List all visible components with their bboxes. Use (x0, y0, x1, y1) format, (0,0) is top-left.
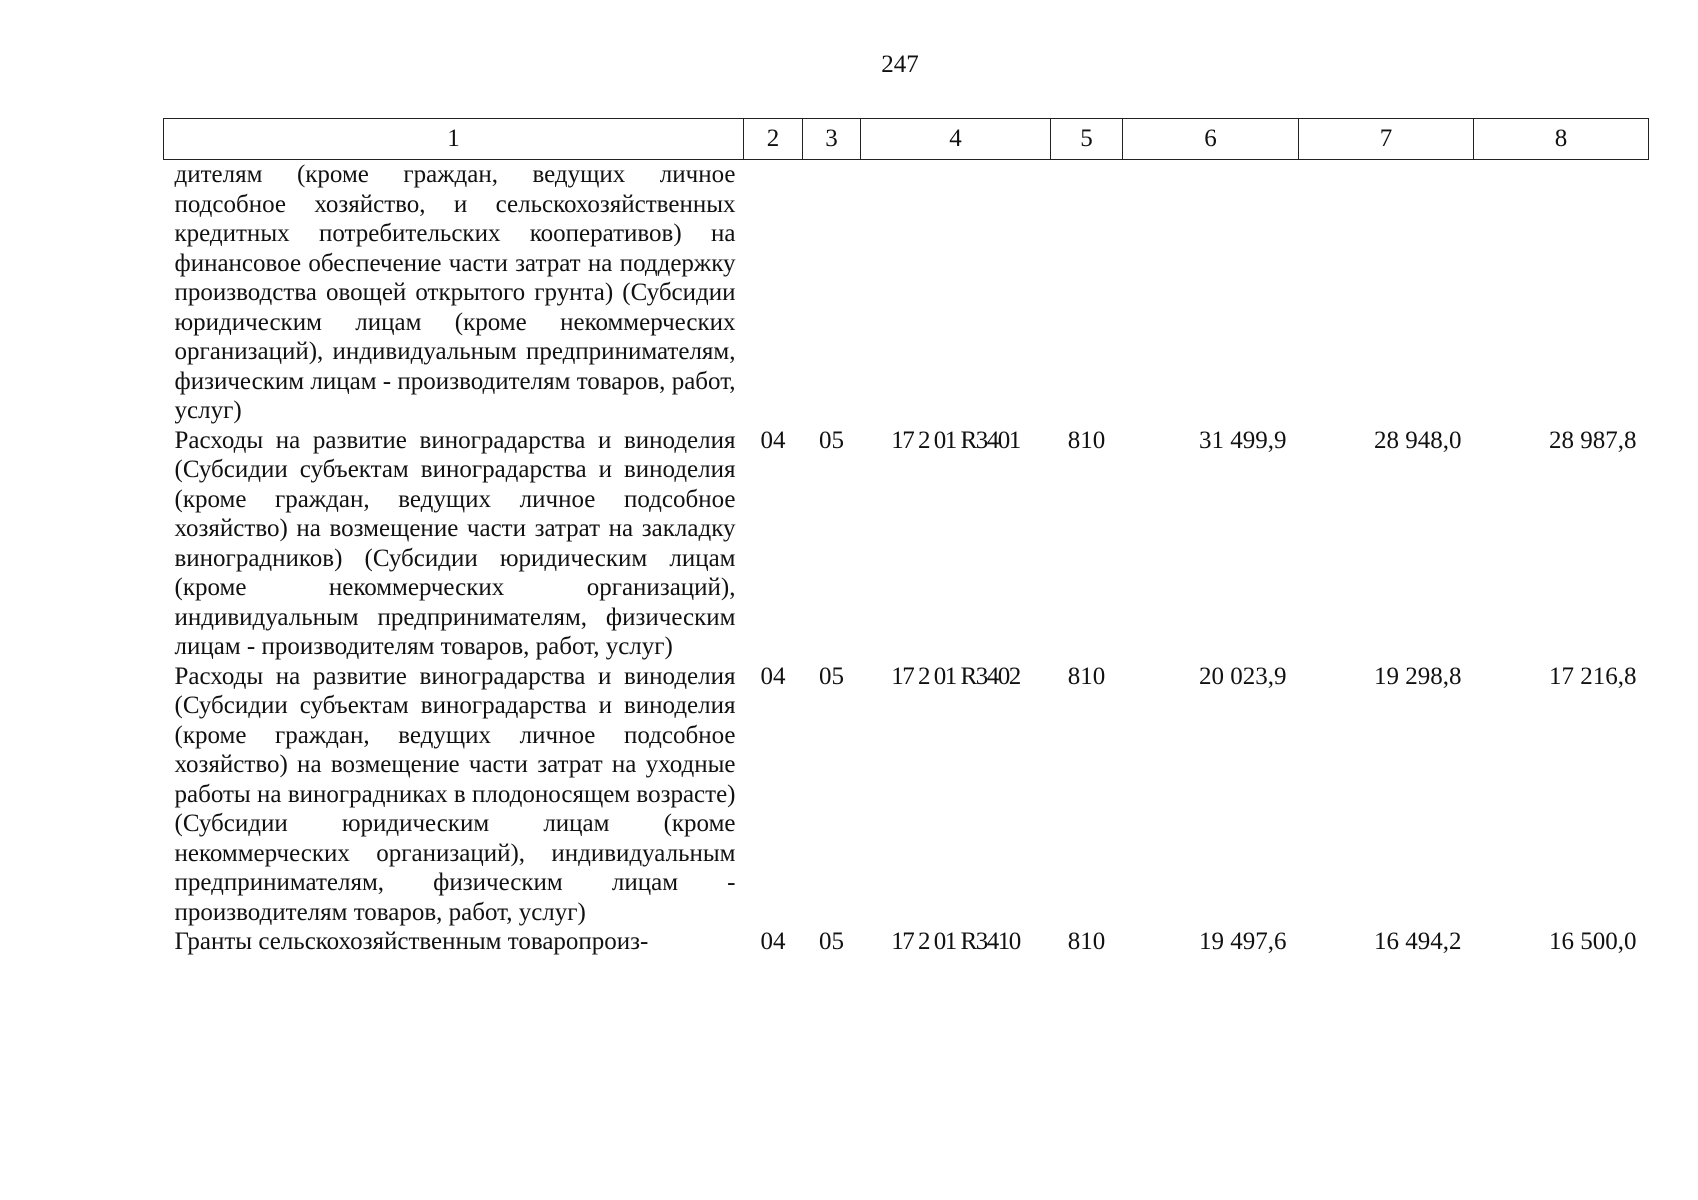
subsection-code: 05 (819, 426, 844, 454)
amount-col7: 19 298,8 (1374, 662, 1462, 690)
amount-col6: 19 497,6 (1199, 928, 1287, 955)
budget-table (163, 118, 1649, 967)
column-number-header-row (164, 119, 1649, 160)
amount-col8: 17 216,8 (1549, 662, 1637, 690)
expense-type-code (1051, 160, 1123, 426)
amount-col6 (1123, 160, 1299, 426)
column-header-7: 7 (1299, 119, 1474, 160)
subsection-code: 05 (819, 662, 844, 690)
column-header-6: 6 (1123, 119, 1299, 160)
expense-type-code: 810 (1067, 426, 1106, 454)
table-row (164, 927, 1649, 967)
column-header-1: 1 (164, 119, 744, 160)
amount-col7: 16 494,2 (1374, 928, 1462, 955)
row-description: дителям (кроме граждан, ведущих личное подсобное хозяйство, и сельскохозяйственных кредитных потребительских кооперативов) на финансовое обеспечение части затрат на поддержку производства овощей открытого грунта) (Субсидии юридическим лицам (кроме некоммерческих организаций), индивидуальным предпринимателям, физическим лицам - производителям товаров, работ, услуг) (174, 161, 736, 424)
amount-col7 (1299, 160, 1474, 426)
section-code: 04 (760, 928, 786, 955)
amount-col7: 28 948,0 (1374, 426, 1462, 454)
amount-col8 (1474, 160, 1649, 426)
row-description: Гранты сельскохозяйственным товаропроиз- (174, 928, 649, 955)
amount-col6: 20 023,9 (1199, 662, 1287, 690)
target-article-code (861, 160, 1051, 426)
amount-col6: 31 499,9 (1199, 426, 1287, 454)
target-article-code: 17 2 01 R3401 (891, 426, 1020, 454)
column-header-5: 5 (1051, 119, 1123, 160)
target-article-code: 17 2 01 R3402 (891, 662, 1020, 690)
column-header-3: 3 (803, 119, 861, 160)
section-code: 04 (760, 426, 786, 454)
column-header-2: 2 (744, 119, 803, 160)
table-row (164, 160, 1649, 426)
section-code (744, 160, 803, 426)
amount-col8: 28 987,8 (1549, 426, 1637, 454)
subsection-code (803, 160, 861, 426)
column-header-4: 4 (861, 119, 1051, 160)
expense-type-code: 810 (1067, 662, 1106, 690)
section-code: 04 (760, 662, 786, 690)
target-article-code: 17 2 01 R3410 (891, 928, 1020, 955)
table-row (164, 662, 1649, 928)
row-description: Расходы на развитие виноградарства и виноделия (Субсидии субъектам виноградарства и виноделия (кроме граждан, ведущих личное подсобное хозяйство) на возмещение части затрат на закладку виноградников) (Субсидии юридическим лицам (кроме некоммерческих организаций), индивидуальным предпринимателям, физическим лицам - производителям товаров, работ, услуг) (174, 426, 736, 660)
expense-type-code: 810 (1067, 928, 1106, 955)
page-number: 247 (881, 51, 919, 78)
table-row (164, 426, 1649, 662)
amount-col8: 16 500,0 (1549, 928, 1637, 955)
subsection-code: 05 (819, 928, 844, 955)
column-header-8: 8 (1474, 119, 1649, 160)
row-description: Расходы на развитие виноградарства и виноделия (Субсидии субъектам виноградарства и виноделия (кроме граждан, ведущих личное подсобное хозяйство) на возмещение части затрат на уходные работы на виноградниках в плодоносящем возрасте) (Субсидии юридическим лицам (кроме некоммерческих организаций), индивидуальным предпринимателям, физическим лицам - производителям товаров, работ, услуг) (174, 662, 736, 926)
